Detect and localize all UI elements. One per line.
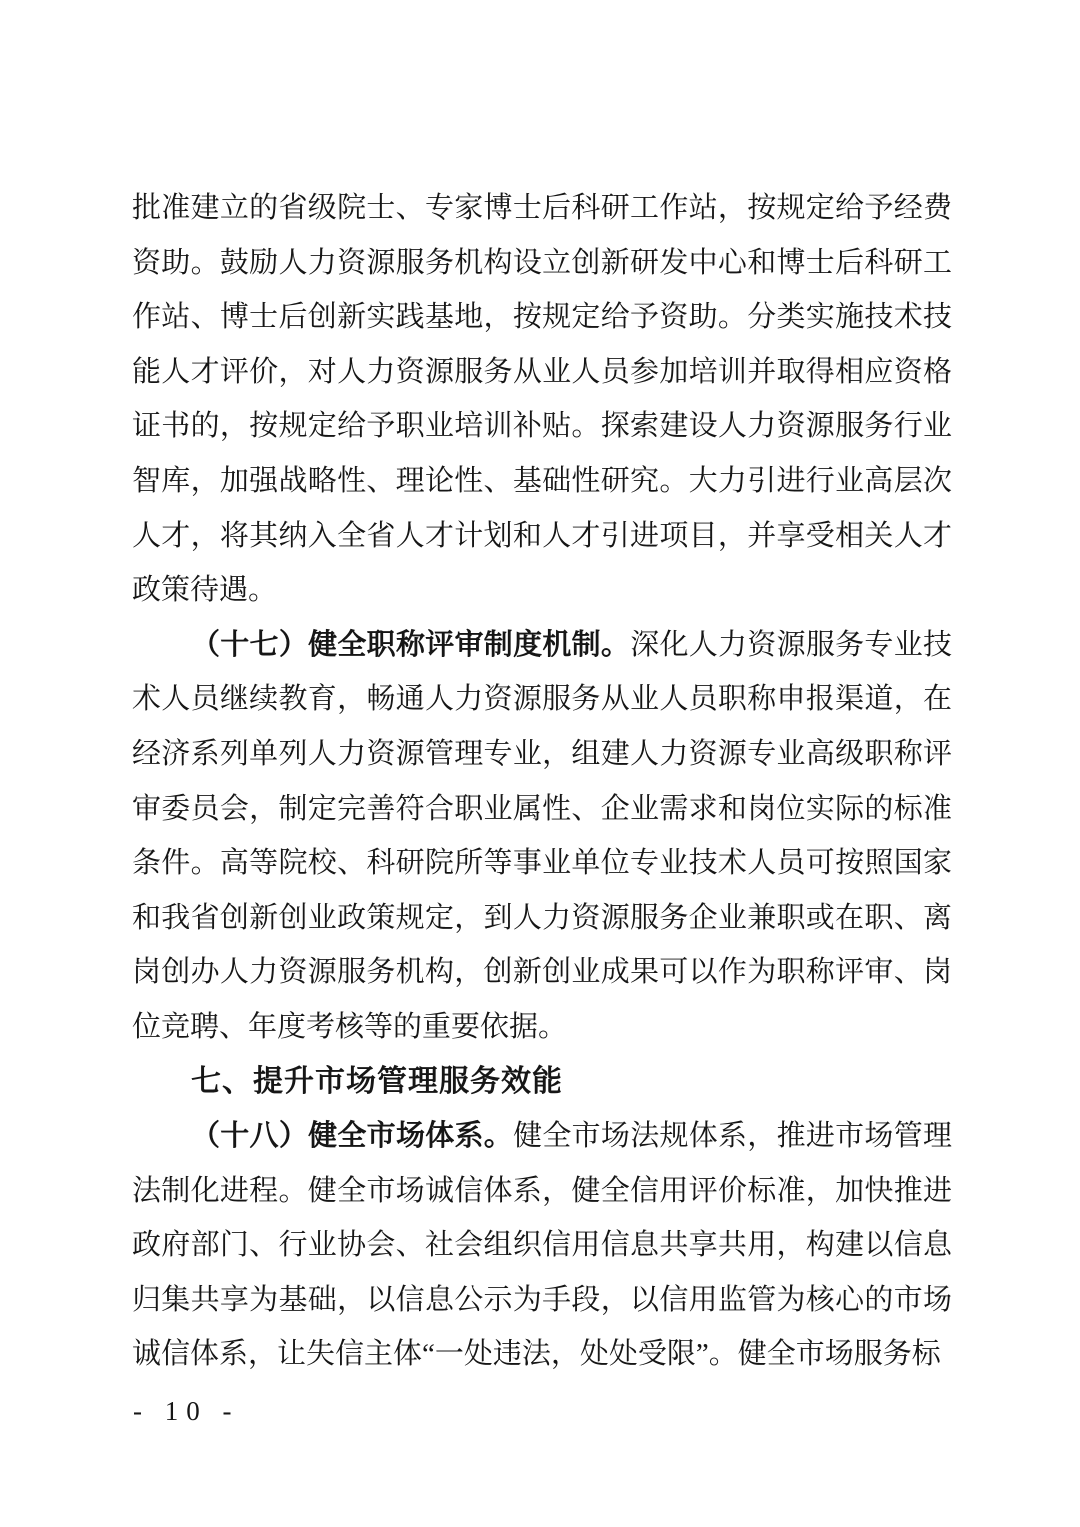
paragraph-lead: （十七）健全职称评审制度机制。 bbox=[191, 628, 631, 661]
paragraph-lead: （十八）健全市场体系。 bbox=[191, 1120, 514, 1153]
paragraph-text: 批准建立的省级院士、专家博士后科研工作站，按规定给予经费资助。鼓励人力资源服务机构设立创新研发中心和博士后科研工作站、博士后创新实践基地，按规定给予资助。分类实施技术技能人才评价，对人力资源服务从业人员参加培训并取得相应资格证书的，按规定给予职业培训补贴。探索建设人力资源服务行业智库，加强战略性、理论性、基础性研究。大力引进行业高层次人才，将其纳入全省人才计划和人才引进项目，并享受相关人才政策待遇。 bbox=[132, 192, 952, 607]
page-number: - 10 - bbox=[133, 1396, 240, 1426]
body-paragraph bbox=[132, 1109, 952, 1382]
body-paragraph bbox=[132, 181, 952, 618]
body-paragraph bbox=[132, 618, 952, 1055]
paragraph-text: 健全市场法规体系，推进市场管理法制化进程。健全市场诚信体系，健全信用评价标准，加快推进政府部门、行业协会、社会组织信用信息共享共用，构建以信息归集共享为基础，以信息公示为手段，以信用监管为核心的市场诚信体系，让失信主体“一处违法，处处受限”。健全市场服务标 bbox=[132, 1120, 952, 1371]
paragraph-text: 深化人力资源服务专业技术人员继续教育，畅通人力资源服务从业人员职称申报渠道，在经济系列单列人力资源管理专业，组建人力资源专业高级职称评审委员会，制定完善符合职业属性、企业需求和岗位实际的标准条件。高等院校、科研院所等事业单位专业技术人员可按照国家和我省创新创业政策规定，到人力资源服务企业兼职或在职、离岗创办人力资源服务机构，创新创业成果可以作为职称评审、岗位竞聘、年度考核等的重要依据。 bbox=[132, 628, 952, 1043]
section-heading: 七、提升市场管理服务效能 bbox=[191, 1064, 563, 1098]
document-body bbox=[132, 181, 952, 1382]
